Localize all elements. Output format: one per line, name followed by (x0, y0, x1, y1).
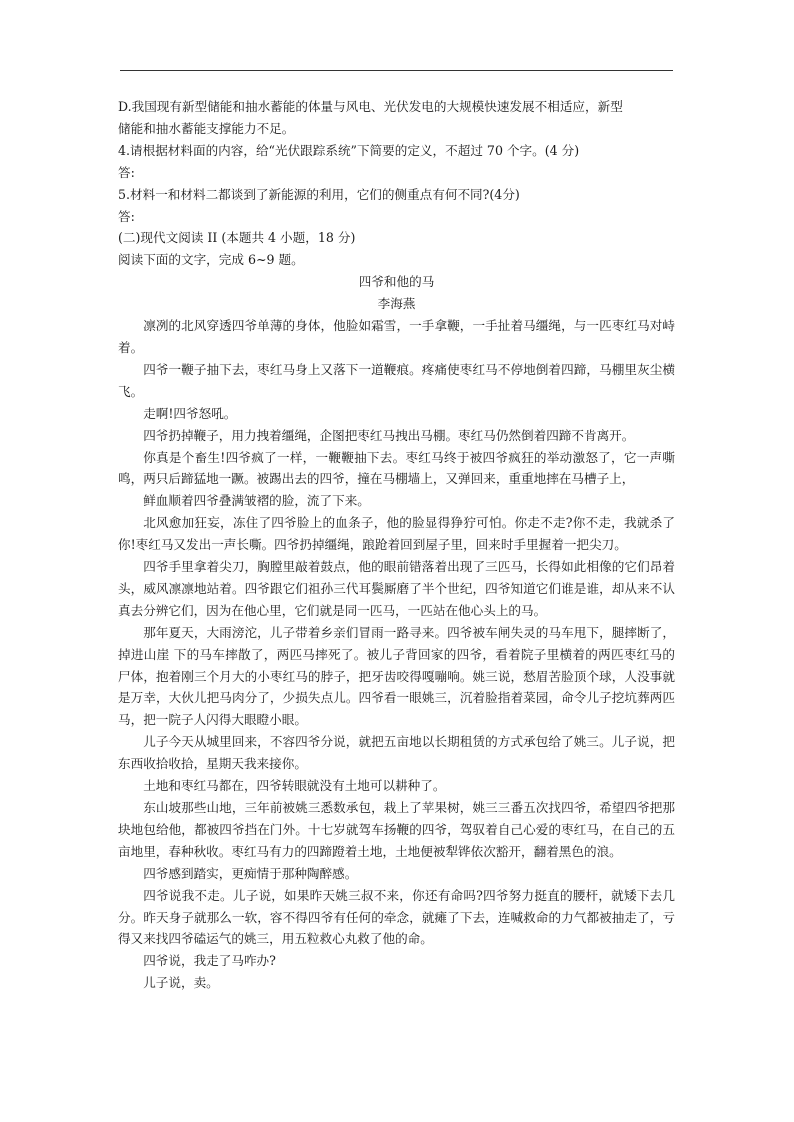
document-body (118, 96, 675, 994)
story-paragraph: 走啊!四爷怒吼。 (143, 405, 237, 421)
story-paragraph: 四爷感到踏实，更痴情于那种陶醉感。 (143, 865, 358, 881)
story-paragraph: 儿子今天从城里回来，不容四爷分说，就把五亩地以长期租赁的方式承包给了姚三。儿子说，把东西收拾收拾，星期天我来接你。 (118, 734, 675, 772)
story-paragraph: 东山坡那些山地，三年前被姚三悉数承包，栽上了苹果树，姚三三番五次找四爷，希望四爷把那块地包给他，都被四爷挡在门外。十七岁就驾车扬鞭的四爷，驾驭着自己心爱的枣红马，在自己的五亩地里，春种秋收。枣红马有力的四蹄蹬着土地，土地便被犁铧依次豁开，翻着黑色的浪。 (118, 800, 675, 859)
story-paragraph: 四爷扔掉鞭子，用力拽着缰绳，企图把枣红马拽出马棚。枣红马仍然倒着四蹄不肯离开。 (143, 427, 635, 443)
story-paragraph: 四爷说我不走。儿子说，如果昨天姚三叔不来，你还有命吗?四爷努力挺直的腰杆，就矮下去几分。昨天身子就那么一软，容不得四爷有任何的牵念，就瘫了下去，连喊救命的力气都被抽走了，亏得又来找四爷磕运气的姚三，用五粒救心丸救了他的命。 (118, 887, 675, 947)
story-paragraph: 那年夏天，大雨滂沱，儿子带着乡亲们冒雨一路寻来。四爷被车闸失灵的马车甩下，腿摔断了，掉进山崖 下的马车摔散了，两匹马摔死了。被儿子背回家的四爷，看着院子里横着的两匹枣红马的尸体，抱着刚三个月大的小枣红马的脖子，把牙齿咬得嘎嘣响。姚三说，愁眉苦脸顶个球，人没事就是万幸，大伙儿把马肉分了，少损失点儿。四爷看一眼姚三，沉着脸指着菜园，命令儿子挖坑葬两匹马，把一院子人闪得大眼瞪小眼。 (118, 624, 675, 728)
story-paragraph: 凛冽的北风穿透四爷单薄的身体，他脸如霜雪，一手拿鞭，一手扯着马缰绳，与一匹枣红马对峙着。 (118, 318, 675, 355)
option-d-line-2: 储能和抽水蓄能支撑能力不足。 (118, 120, 295, 136)
story-title: 四爷和他的马 (358, 274, 435, 290)
story-author: 李海燕 (377, 296, 416, 312)
story-paragraph: 鲜血顺着四爷叠满皱褶的脸，流了下来。 (143, 493, 370, 509)
story-paragraph: 四爷说，我走了马咋办? (143, 953, 276, 969)
story-paragraph: 儿子说，卖。 (143, 975, 219, 991)
question-5: 5.材料一和材料二都谈到了新能源的利用，它们的侧重点有何不同?(4分) (118, 186, 520, 202)
story-paragraph: 北风愈加狂妄，冻住了四爷脸上的血条子，他的脸显得狰狞可怕。你走不走?你不走，我就杀了你!枣红马又发出一声长嘶。四爷扔掉缰绳，踉跄着回到屋子里，回来时手里握着一把尖刀。 (118, 515, 675, 553)
story-paragraph: 四爷一鞭子抽下去，枣红马身上又落下一道鞭痕。疼痛使枣红马不停地倒着四蹄，马棚里灰尘横飞。 (118, 361, 675, 399)
section-instruction: 阅读下面的文字，完成 6~9 题。 (118, 252, 304, 268)
option-d-line-1: D.我国现有新型储能和抽水蓄能的体量与风电、光伏发电的大规模快速发展不相适应，新型 (118, 99, 623, 114)
story-paragraph: 你真是个畜生!四爷疯了一样，一鞭鞭抽下去。枣红马终于被四爷疯狂的举动激怒了，它一声嘶鸣，两只后蹄猛地一蹶。被踢出去的四爷，撞在马棚墙上，又弹回来，重重地摔在马槽子上， (118, 449, 675, 487)
question-4: 4.请根据材料面的内容，给“光伏跟踪系统”下简要的定义，不超过 70 个字。(4 分) (118, 142, 580, 158)
header-rule (120, 70, 673, 71)
section-heading: (二)现代文阅读 II (本题共 4 小题，18 分) (118, 230, 356, 246)
answer-label-5: 答: (118, 208, 135, 224)
answer-label-4: 答: (118, 164, 135, 180)
story-paragraph: 土地和枣红马都在，四爷转眼就没有土地可以耕种了。 (143, 778, 446, 794)
story-paragraph: 四爷手里拿着尖刀，胸膛里敲着鼓点，他的眼前错落着出现了三匹马，长得如此相像的它们昂着头，威风凛凛地站着。四爷跟它们祖孙三代耳鬓厮磨了半个世纪，四爷知道它们谁是谁，却从来不认真去分辨它们，因为在他心里，它们就是同一匹马，一匹站在他心头上的马。 (118, 559, 675, 618)
